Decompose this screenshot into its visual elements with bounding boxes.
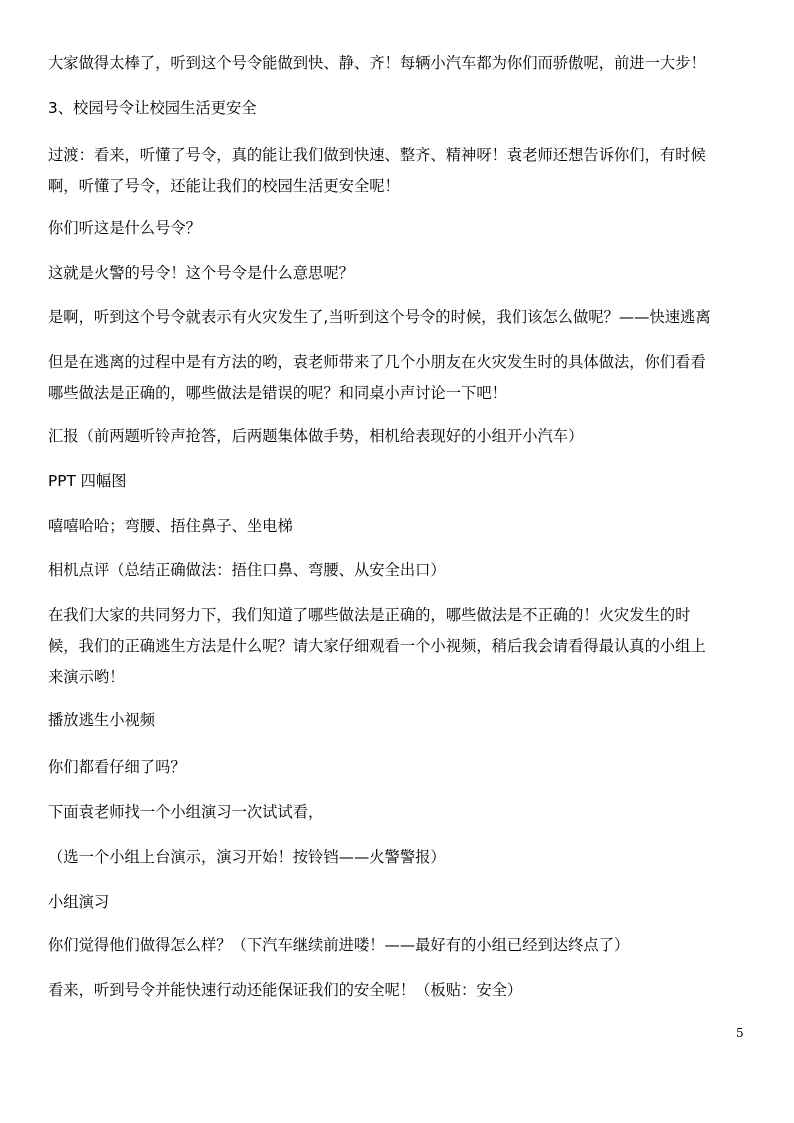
text-line: 大家做得太棒了，听到这个号令能做到快、静、齐！每辆小汽车都为你们而骄傲呢，前进一大步！ — [48, 54, 706, 72]
paragraph — [48, 258, 753, 289]
text-line: 哪些做法是正确的，哪些做法是错误的呢？和同桌小声讨论一下吧！ — [48, 384, 507, 402]
text-line: 汇报（前两题听铃声抢答，后两题集体做手势，相机给表现好的小组开小汽车） — [48, 427, 584, 445]
text-line: 过渡：看来，听懂了号令，真的能让我们做到快速、整齐、精神呀！袁老师还想告诉你们，有时候 — [48, 146, 706, 164]
text-line: 小组演习 — [48, 893, 110, 911]
paragraph — [48, 797, 753, 828]
paragraph — [48, 887, 753, 918]
paragraph — [48, 48, 753, 79]
paragraph — [48, 930, 753, 961]
text-line: 这就是火警的号令！这个号令是什么意思呢？ — [48, 264, 354, 282]
paragraph — [48, 347, 753, 409]
text-line: 来演示哟！ — [48, 668, 125, 686]
text-line: 下面袁老师找一个小组演习一次试试看， — [48, 803, 324, 821]
text-line: （选一个小组上台演示，演习开始！按铃铛——火警警报） — [48, 848, 446, 866]
paragraph — [48, 600, 753, 693]
text-line: 3、校园号令让校园生活更安全 — [48, 99, 257, 117]
paragraph — [48, 705, 753, 736]
paragraph — [48, 421, 753, 452]
text-line: 你们听这是什么号令？ — [48, 219, 201, 237]
paragraph — [48, 213, 753, 244]
paragraph — [48, 511, 753, 542]
paragraph — [48, 975, 753, 1006]
text-line: PPT 四幅图 — [48, 472, 127, 490]
text-line: 播放逃生小视频 — [48, 711, 156, 729]
text-line: 相机点评（总结正确做法：捂住口鼻、弯腰、从安全出口） — [48, 561, 446, 579]
text-line: 候，我们的正确逃生方法是什么呢？请大家仔细观看一个小视频，稍后我会请看得最认真的小组上 — [48, 637, 706, 655]
text-line: 但是在逃离的过程中是有方法的哟，袁老师带来了几个小朋友在火灾发生时的具体做法，你们看看 — [48, 353, 706, 371]
text-line: 在我们大家的共同努力下，我们知道了哪些做法是正确的，哪些做法是不正确的！火灾发生的时 — [48, 606, 691, 624]
text-line: 嘻嘻哈哈；弯腰、捂住鼻子、坐电梯 — [48, 517, 293, 535]
paragraph — [48, 140, 753, 202]
text-line: 你们都看仔细了吗？ — [48, 758, 186, 776]
text-line: 看来，听到号令并能快速行动还能保证我们的安全呢！（板贴：安全） — [48, 981, 523, 999]
text-line: 是啊，听到这个号令就表示有火灾发生了,当听到这个号令的时候，我们该怎么做呢？——快速逃离 — [48, 308, 711, 326]
paragraph — [48, 842, 753, 873]
paragraph — [48, 302, 753, 333]
paragraph — [48, 752, 753, 783]
paragraph — [48, 555, 753, 586]
paragraph — [48, 466, 753, 497]
text-line: 你们觉得他们做得怎么样？（下汽车继续前进喽！——最好有的小组已经到达终点了） — [48, 936, 630, 954]
page-number: 5 — [736, 1026, 744, 1040]
text-line: 啊，听懂了号令，还能让我们的校园生活更安全呢！ — [48, 177, 400, 195]
section-heading — [48, 93, 753, 124]
